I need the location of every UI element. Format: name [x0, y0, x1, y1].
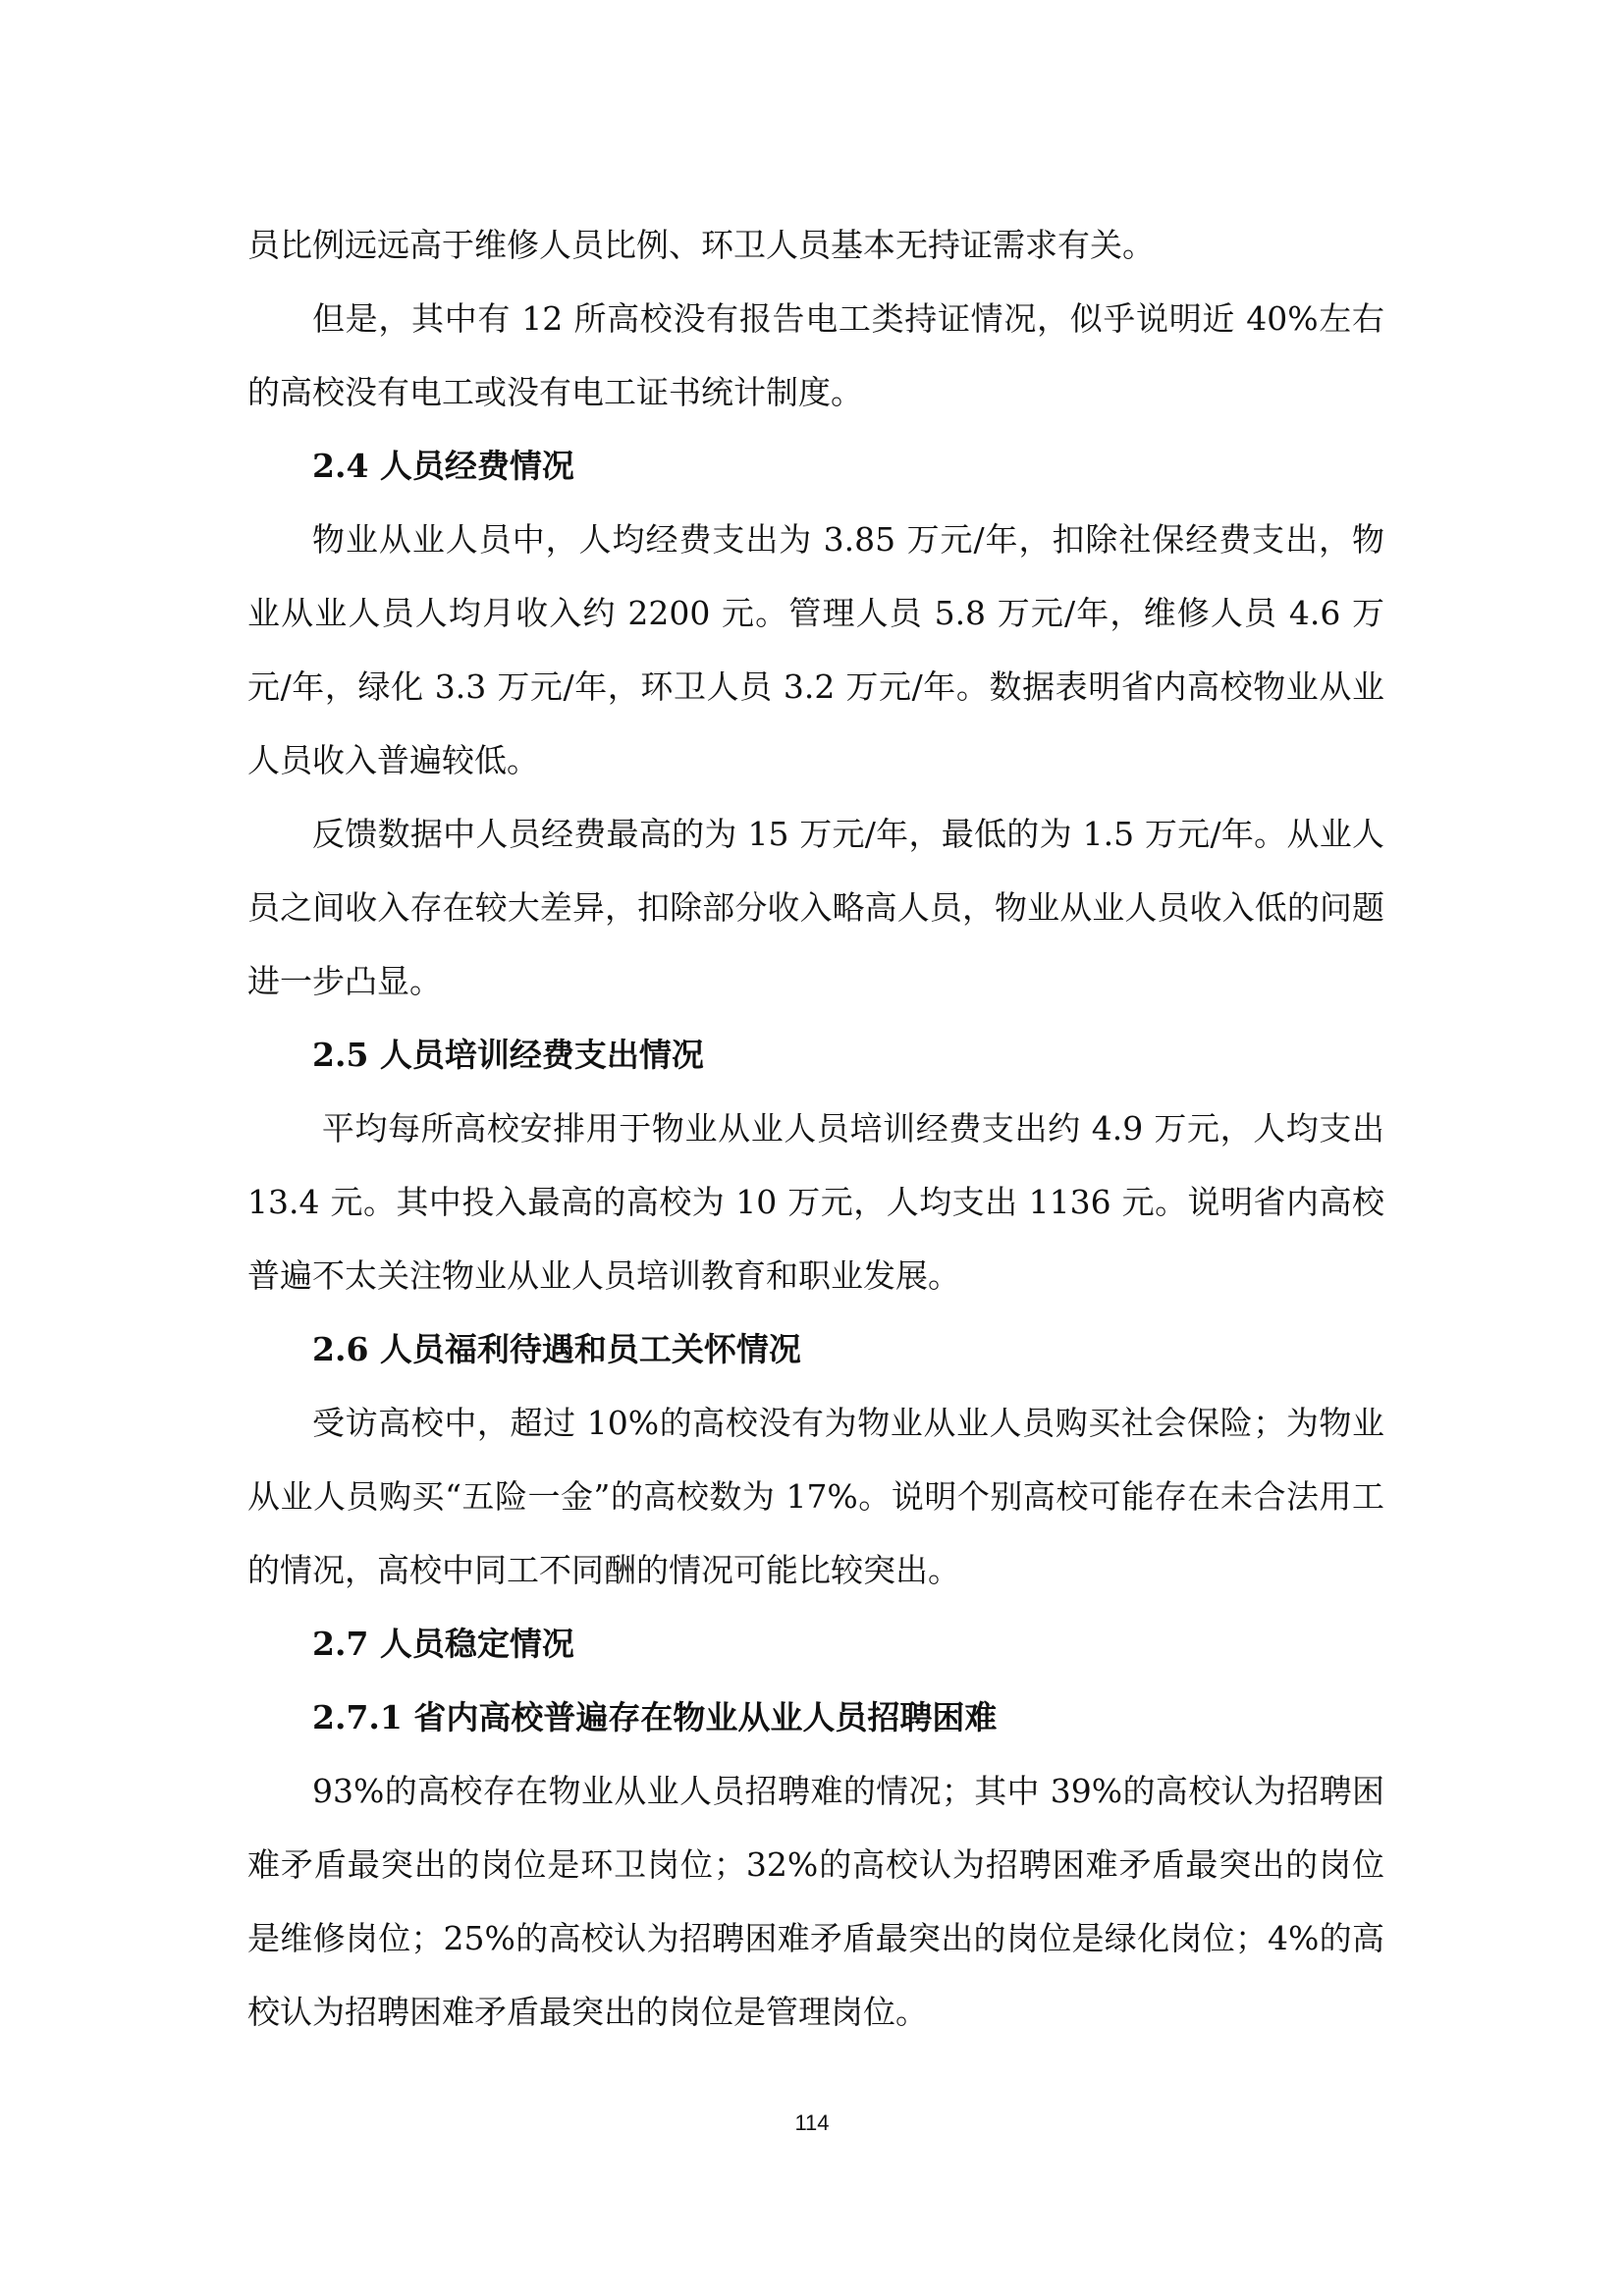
paragraph-income-range: 反馈数据中人员经费最高的为 15 万元/年，最低的为 1.5 万元/年。从业人员之间收入存在较大差异，扣除部分收入略高人员，物业从业人员收入低的问题进一步凸显。 — [247, 815, 1384, 1000]
paragraph-electrician-certification: 但是，其中有 12 所高校没有报告电工类持证情况，似乎说明近 40%左右的高校没有电工或没有电工证书统计制度。 — [247, 299, 1384, 411]
paragraph-welfare: 受访高校中，超过 10%的高校没有为物业从业人员购买社会保险；为物业从业人员购买“五险一金”的高校数为 17%。说明个别高校可能存在未合法用工的情况，高校中同工不同酬的情况可能比较突出。 — [247, 1404, 1384, 1589]
page-number: 114 — [794, 2110, 830, 2135]
document-body — [247, 208, 1384, 2049]
heading-2-7-1: 2.7.1 省内高校普遍存在物业从业人员招聘困难 — [312, 1698, 998, 1736]
paragraph-training-expenditure: 平均每所高校安排用于物业从业人员培训经费支出约 4.9 万元，人均支出 13.4 元。其中投入最高的高校为 10 万元，人均支出 1136 元。说明省内高校普遍不太关注物业从业人员培训教育和职业发展。 — [247, 1109, 1384, 1295]
paragraph-recruitment: 93%的高校存在物业从业人员招聘难的情况；其中 39%的高校认为招聘困难矛盾最突出的岗位是环卫岗位；32%的高校认为招聘困难矛盾最突出的岗位是维修岗位；25%的高校认为招聘困难矛盾最突出的岗位是绿化岗位；4%的高校认为招聘困难矛盾最突出的岗位是管理岗位。 — [247, 1772, 1384, 2031]
paragraph-continuation: 员比例远远高于维修人员比例、环卫人员基本无持证需求有关。 — [247, 226, 1155, 264]
paragraph-staff-expenditure: 物业从业人员中，人均经费支出为 3.85 万元/年，扣除社保经费支出，物业从业人员人均月收入约 2200 元。管理人员 5.8 万元/年，维修人员 4.6 万元/年，绿化 3.3 万元/年，环卫人员 3.2 万元/年。数据表明省内高校物业从业人员收入普遍较低。 — [247, 520, 1384, 779]
heading-2-7: 2.7 人员稳定情况 — [312, 1625, 574, 1663]
heading-2-6: 2.6 人员福利待遇和员工关怀情况 — [312, 1330, 801, 1368]
heading-2-4: 2.4 人员经费情况 — [312, 447, 574, 485]
heading-2-5: 2.5 人员培训经费支出情况 — [312, 1036, 704, 1074]
